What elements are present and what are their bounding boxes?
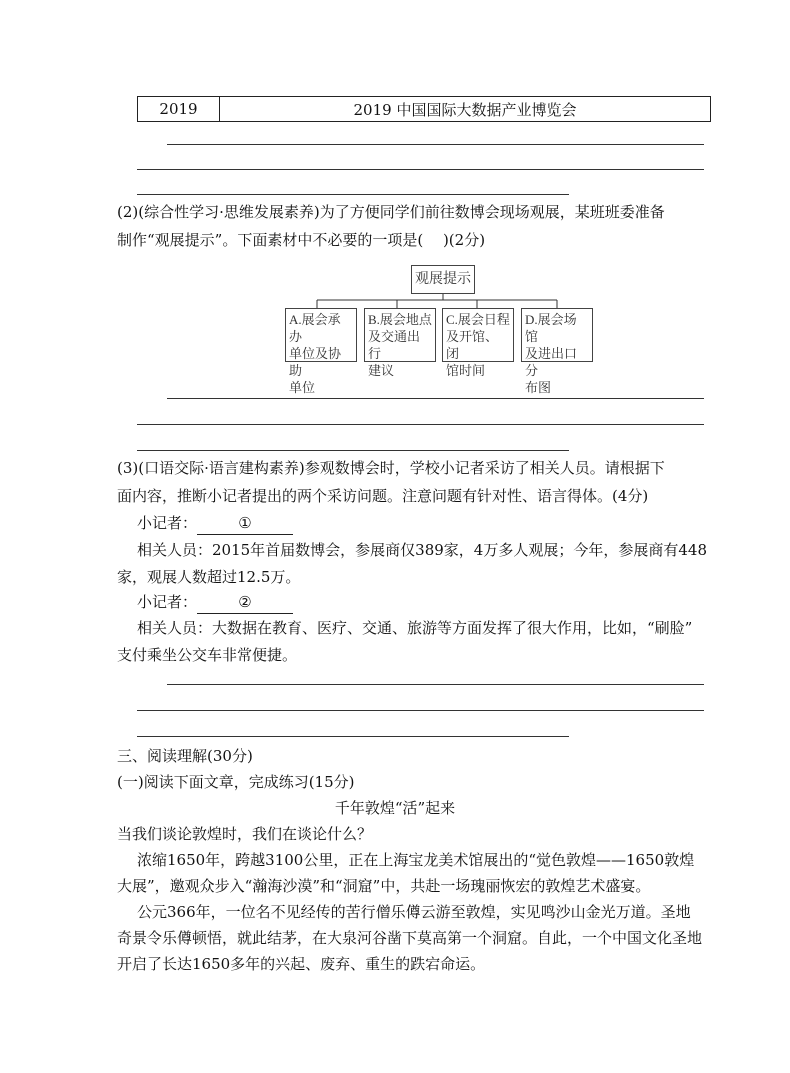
diagram-option-c [442,308,514,378]
staff-answer-1-line2: 家，观展人数超过12.5万。 [117,568,301,586]
staff-answer-2-line1: 相关人员：大数据在教育、医疗、交通、旅游等方面发挥了很大作用，比如，“刷脸” [137,619,693,637]
blank-1[interactable]: ① [197,512,293,535]
article-p2-l1: 浓缩1650年，跨越3100公里，正在上海宝龙美术馆展出的“觉色敦煌——1650敦煌 [137,851,695,869]
q2-line1: (2)(综合性学习·思维发展素养)为了方便同学们前往数博会现场观展，某班班委准备 [117,203,665,221]
option-b-line: B.展会地点 [368,312,432,327]
reporter-label: 小记者： [137,593,198,611]
blank-2[interactable]: ② [197,591,293,614]
option-a-line: A.展会承办 [289,312,341,344]
option-d-line: 及进出口分 [525,346,578,378]
option-c-line: 馆时间 [446,363,486,378]
reporter-question-1 [137,512,293,535]
article-p3-l3: 开启了长达1650多年的兴起、废弃、重生的跌宕命运。 [117,955,486,973]
header-year: 2019 [138,97,220,122]
reporter-label: 小记者： [137,514,198,532]
article-title: 千年敦煌“活”起来 [334,799,456,817]
answer-line[interactable] [167,684,704,685]
article-p1: 当我们谈论敦煌时，我们在谈论什么？ [117,825,373,843]
diagram-option-b [364,308,436,378]
q3-line1: (3)(口语交际·语言建构素养)参观数博会时，学校小记者采访了相关人员。请根据下 [117,459,665,477]
article-p3-l2: 奇景令乐僔顿悟，就此结茅，在大泉河谷凿下莫高第一个洞窟。自此，一个中国文化圣地 [117,929,703,947]
answer-line[interactable] [137,450,569,451]
option-d-line: D.展会场馆 [525,312,577,344]
q3-line2: 面内容，推断小记者提出的两个采访问题。注意问题有针对性、语言得体。(4分) [117,487,649,505]
answer-line[interactable] [137,424,704,425]
option-a-line: 单位及协助 [289,346,342,378]
answer-line[interactable] [167,398,704,399]
option-b-line: 建议 [368,363,395,378]
section-subheading: (一)阅读下面文章，完成练习(15分) [117,773,355,791]
q2-line2: 制作“观展提示”。下面素材中不必要的一项是( )(2分) [117,231,486,249]
answer-line[interactable] [167,144,704,145]
option-c-line: C.展会日程 [446,312,510,327]
answer-line[interactable] [137,169,704,170]
answer-line[interactable] [137,710,704,711]
diagram-option-a [285,308,357,395]
header-table [137,96,711,122]
option-d-line: 布图 [525,380,552,395]
staff-answer-2-line2: 支付乘坐公交车非常便捷。 [117,646,298,664]
article-p2-l2: 大展”，邀观众步入“瀚海沙漠”和“洞窟”中，共赴一场瑰丽恢宏的敦煌艺术盛宴。 [117,877,651,895]
section-heading: 三、阅读理解(30分) [117,747,253,765]
reporter-question-2 [137,591,293,614]
diagram-option-d [521,308,593,395]
header-title: 2019 中国国际大数据产业博览会 [220,97,711,122]
article-p3-l1: 公元366年，一位名不见经传的苦行僧乐僔云游至敦煌，实见鸣沙山金光万道。圣地 [137,903,691,921]
staff-answer-1-line1: 相关人员：2015年首届数博会，参展商仅389家，4万多人观展；今年，参展商有448 [137,541,707,559]
answer-line[interactable] [137,736,569,737]
option-a-line: 单位 [289,380,316,395]
option-b-line: 及交通出行 [368,329,421,361]
option-c-line: 及开馆、闭 [446,329,499,361]
answer-line[interactable] [137,194,569,195]
diagram-root: 观展提示 [411,265,475,294]
